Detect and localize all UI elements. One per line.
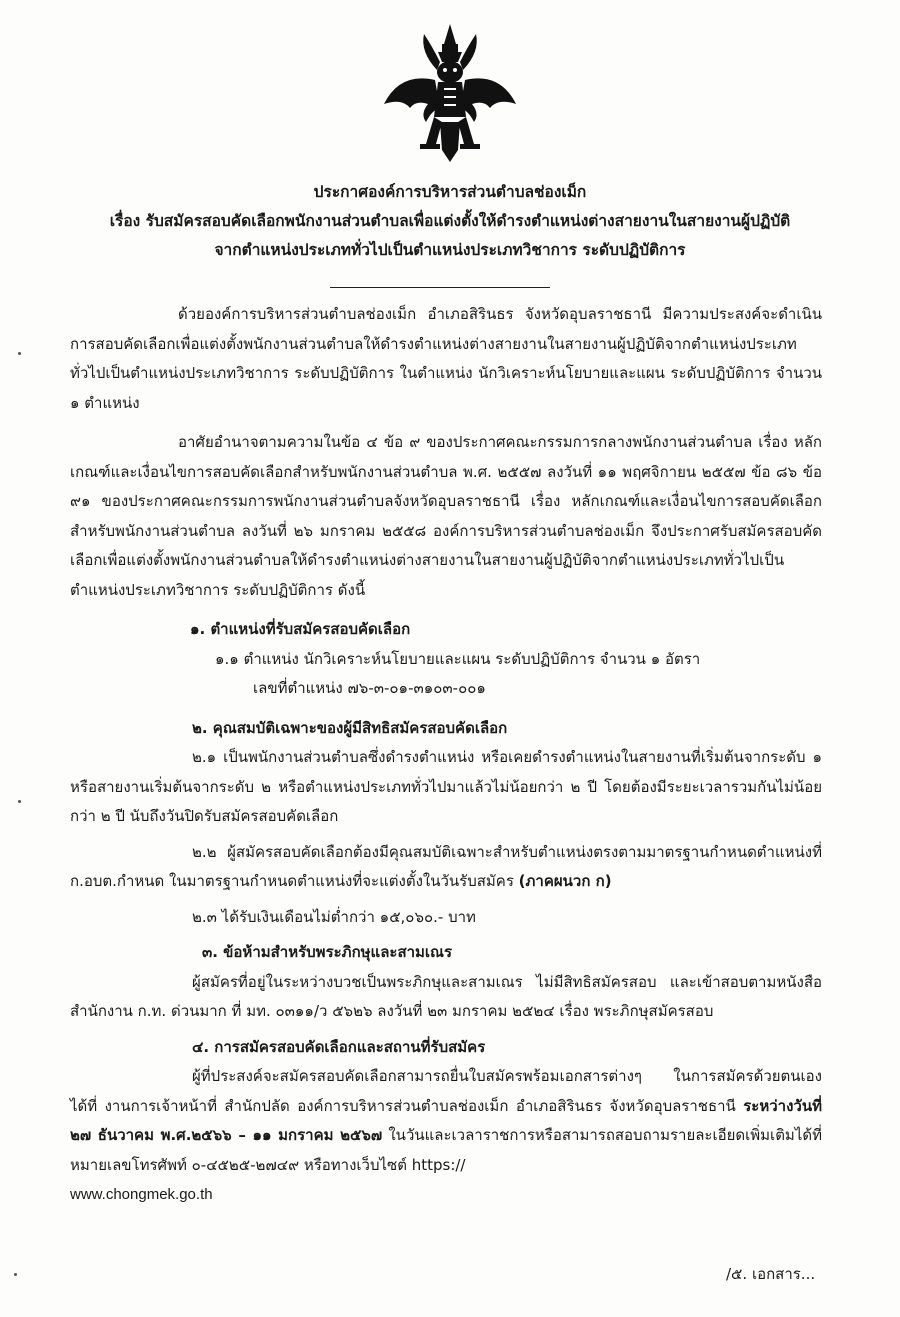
- title-line-1: ประกาศองค์การบริหารส่วนตำบลช่องเม็ก: [313, 183, 587, 201]
- section-1-heading: ๑. ตำแหน่งที่รับสมัครสอบคัดเลือก: [190, 620, 411, 638]
- scan-speck: [18, 352, 21, 355]
- application-dates: ระหว่างวันที่ ๒๗ ธันวาคม พ.ศ.๒๕๖๖ – ๑๑ มกราคม ๒๕๖๗: [70, 1096, 822, 1144]
- section-3-heading: ๓. ข้อห้ามสำหรับพระภิกษุและสามเณร: [202, 943, 453, 961]
- section-2-heading: ๒. คุณสมบัติเฉพาะของผู้มีสิทธิสมัครสอบคัดเลือก: [192, 718, 508, 737]
- document-body: [70, 300, 822, 1216]
- section-4-heading: ๔. การสมัครสอบคัดเลือกและสถานที่รับสมัคร: [192, 1037, 486, 1056]
- position-number: เลขที่ตำแหน่ง ๗๖-๓-๐๑-๓๑๐๓-๐๐๑: [253, 679, 486, 697]
- section-1-item: [70, 645, 822, 704]
- title-divider: [330, 287, 550, 288]
- section-2-item-2-text: ๒.๒ ผู้สมัครสอบคัดเลือกต้องมีคุณสมบัติเฉพาะสำหรับตำแหน่งตรงตามมาตรฐานกำหนดตำแหน่งที่ ก.อบต.กำหนด ในมาตรฐานกำหนดตำแหน่งที่จะแต่งตั้งในวันรับสมัคร: [70, 842, 822, 890]
- section-4-text: [70, 1062, 822, 1210]
- website-url: www.chongmek.go.th: [70, 1186, 213, 1203]
- annex-reference: (ภาคผนวก ก): [518, 872, 612, 890]
- section-2-item-3: ๒.๓ ได้รับเงินเดือนไม่ต่ำกว่า ๑๕,๐๖๐.- บาท: [192, 907, 476, 926]
- intro-paragraph-2: อาศัยอำนาจตามความในข้อ ๔ ข้อ ๙ ของประกาศคณะกรรมการกลางพนักงานส่วนตำบล เรื่อง หลักเกณฑ์และเงื่อนไขการสอบคัดเลือกสำหรับพนักงานส่วนตำบล พ.ศ. ๒๕๕๗ ลงวันที่ ๑๑ พฤศจิกายน ๒๕๕๗ ข้อ ๘๖ ข้อ ๙๑ ของประกาศคณะกรรมการพนักงานส่วนตำบลจังหวัดอุบลราชธานี เรื่อง หลักเกณฑ์และเงื่อนไขการสอบคัดเลือกสำหรับพนักงานส่วนตำบล ลงวันที่ ๒๖ มกราคม ๒๕๕๘ องค์การบริหารส่วนตำบลช่องเม็ก จึงประกาศรับสมัครสอบคัดเลือกเพื่อแต่งตั้งพนักงานส่วนตำบลให้ดำรงตำแหน่งต่างสายงานในสายงานผู้ปฏิบัติจากตำแหน่งประเภททั่วไปเป็นตำแหน่งประเภทวิชาการ ระดับปฏิบัติการ ดังนี้: [70, 433, 822, 599]
- section-2-item-2: [70, 838, 822, 897]
- section-4-text-b: ในวันและเวลาราชการหรือสามารถสอบถามรายละเอียดเพิ่มเติมได้ที่ หมายเลขโทรศัพท์ ๐-๔๕๒๕-๒๗๔๙ หรือทางเว็บไซต์ https://: [70, 1126, 822, 1174]
- scan-speck: [14, 1273, 17, 1276]
- section-3-text: ผู้สมัครที่อยู่ในระหว่างบวชเป็นพระภิกษุและสามเณร ไม่มีสิทธิสมัครสอบ และเข้าสอบตามหนังสือสำนักงาน ก.ท. ด่วนมาก ที่ มท. ๐๓๑๑/ว ๕๖๒๖ ลงวันที่ ๒๓ มกราคม ๒๕๒๔ เรื่อง พระภิกษุสมัครสอบ: [70, 972, 822, 1020]
- announcement-title: [40, 178, 860, 265]
- section-4-text-a: ผู้ที่ประสงค์จะสมัครสอบคัดเลือกสามารถยื่นใบสมัครพร้อมเอกสารต่างๆ ในการสมัครด้วยตนเองได้ที่ งานการเจ้าหน้าที่ สำนักปลัด องค์การบริหารส่วนตำบลช่องเม็ก อำเภอสิรินธร จังหวัดอุบลราชธานี: [70, 1067, 822, 1115]
- title-line-3: จากตำแหน่งประเภททั่วไปเป็นตำแหน่งประเภทวิชาการ ระดับปฏิบัติการ: [214, 241, 686, 259]
- scan-speck: [18, 800, 21, 803]
- intro-paragraph-1: ด้วยองค์การบริหารส่วนตำบลช่องเม็ก อำเภอสิรินธร จังหวัดอุบลราชธานี มีความประสงค์จะดำเนินการสอบคัดเลือกเพื่อแต่งตั้งพนักงานส่วนตำบลให้ดำรงตำแหน่งต่างสายงานในสายงานผู้ปฏิบัติจากตำแหน่งประเภททั่วไปเป็นตำแหน่งประเภทวิชาการ ระดับปฏิบัติการ ในตำแหน่ง นักวิเคราะห์นโยบายและแผน ระดับปฏิบัติการ จำนวน ๑ ตำแหน่ง: [70, 305, 822, 412]
- continued-marker: /๕. เอกสาร...: [726, 1265, 816, 1283]
- title-line-2: เรื่อง รับสมัครสอบคัดเลือกพนักงานส่วนตำบลเพื่อแต่งตั้งให้ดำรงตำแหน่งต่างสายงานในสายงานผู้ปฏิบัติ: [109, 212, 791, 230]
- position-item: ๑.๑ ตำแหน่ง นักวิเคราะห์นโยบายและแผน ระดับปฏิบัติการ จำนวน ๑ อัตรา: [215, 649, 701, 668]
- section-2-item-1: ๒.๑ เป็นพนักงานส่วนตำบลซึ่งดำรงตำแหน่ง หรือเคยดำรงตำแหน่งในสายงานที่เริ่มต้นจากระดับ ๑ หรือสายงานเริ่มต้นจากระดับ ๒ หรือตำแหน่งประเภททั่วไปมาแล้วไม่น้อยกว่า ๒ ปี โดยต้องมีระยะเวลารวมกันไม่น้อยกว่า ๒ ปี นับถึงวันปิดรับสมัครสอบคัดเลือก: [70, 748, 822, 825]
- garuda-emblem-icon: [380, 22, 520, 167]
